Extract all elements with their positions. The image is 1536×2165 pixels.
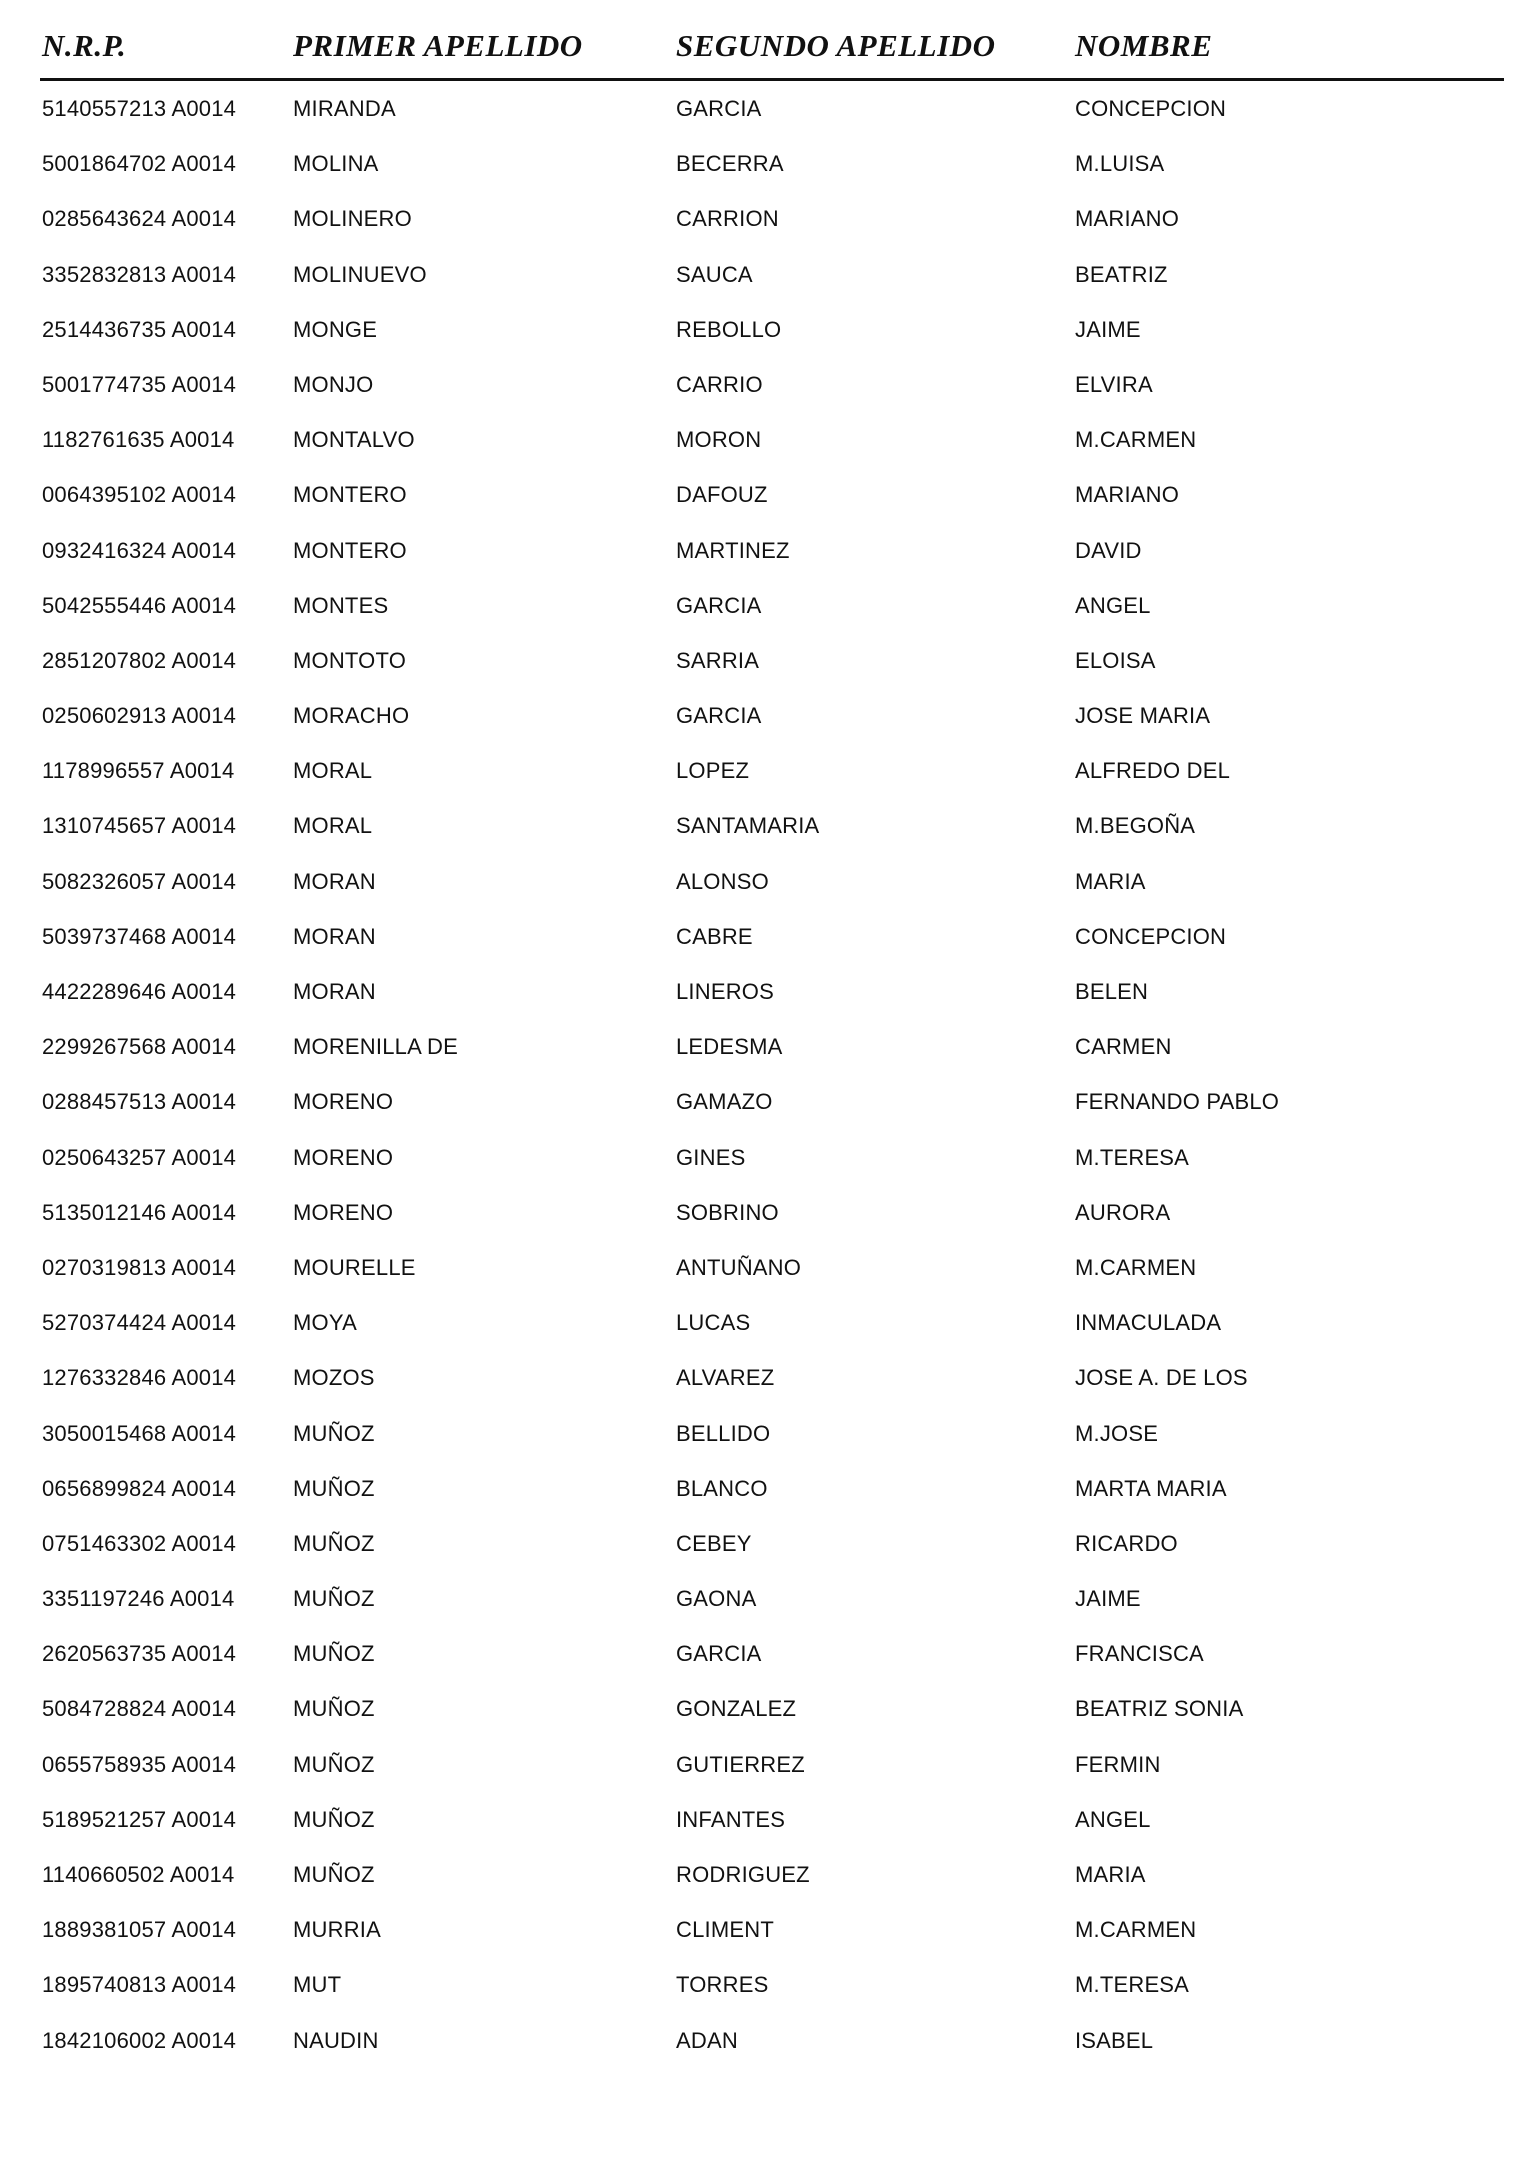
nombre-cell: ELVIRA <box>1075 371 1153 397</box>
segundo-apellido-cell: BECERRA <box>676 151 784 177</box>
nombre-cell: MARIANO <box>1075 206 1180 232</box>
nombre-cell: FERNANDO PABLO <box>1075 1089 1280 1115</box>
table-row <box>0 1137 1536 1192</box>
nombre-cell: M.CARMEN <box>1075 1254 1197 1280</box>
nombre-cell: JOSE MARIA <box>1075 703 1211 729</box>
table-row <box>0 1854 1536 1909</box>
primer-apellido-cell: MUÑOZ <box>293 1751 375 1777</box>
segundo-apellido-cell: REBOLLO <box>676 316 782 342</box>
table-row <box>0 1578 1536 1633</box>
nrp-cell: 5001774735 A0014 <box>42 371 237 397</box>
table-row <box>0 1468 1536 1523</box>
segundo-apellido-cell: GINES <box>676 1144 746 1170</box>
primer-apellido-cell: MUÑOZ <box>293 1862 375 1887</box>
nrp-cell: 2851207802 A0014 <box>42 647 237 673</box>
table-row <box>0 1633 1536 1688</box>
primer-apellido-cell: MONGE <box>293 316 378 342</box>
primer-apellido-cell: MUÑOZ <box>293 1530 375 1556</box>
table-row <box>0 1247 1536 1302</box>
nrp-cell: 3050015468 A0014 <box>42 1420 237 1446</box>
table-row <box>0 1523 1536 1578</box>
nombre-cell: ANGEL <box>1075 592 1151 618</box>
nrp-cell: 0288457513 A0014 <box>42 1089 237 1115</box>
primer-apellido-cell: MORACHO <box>293 703 410 729</box>
nombre-cell: BEATRIZ <box>1075 261 1168 287</box>
nombre-cell: MARIA <box>1075 1862 1146 1887</box>
table-body <box>0 88 1536 2075</box>
primer-apellido-cell: MORENO <box>293 1144 394 1170</box>
header-segundo-apellido: SEGUNDO APELLIDO <box>676 28 996 63</box>
nombre-cell: ANGEL <box>1075 1806 1151 1832</box>
segundo-apellido-cell: GARCIA <box>676 1641 762 1667</box>
nrp-cell: 5189521257 A0014 <box>42 1806 237 1832</box>
table-row <box>0 254 1536 309</box>
header-nrp: N.R.P. <box>42 28 127 63</box>
table-row <box>0 585 1536 640</box>
primer-apellido-cell: MUÑOZ <box>293 1696 375 1722</box>
primer-apellido-cell: MUÑOZ <box>293 1586 375 1612</box>
nrp-cell: 3352832813 A0014 <box>42 261 237 287</box>
nrp-cell: 5082326057 A0014 <box>42 868 237 894</box>
nombre-cell: BEATRIZ SONIA <box>1075 1696 1244 1722</box>
nrp-cell: 1310745657 A0014 <box>42 813 237 839</box>
primer-apellido-cell: MORENO <box>293 1089 394 1115</box>
table-row <box>0 1302 1536 1357</box>
primer-apellido-cell: MORAN <box>293 923 376 949</box>
nrp-cell: 5042555446 A0014 <box>42 592 237 618</box>
nrp-cell: 0064395102 A0014 <box>42 482 237 508</box>
segundo-apellido-cell: GONZALEZ <box>676 1696 797 1722</box>
segundo-apellido-cell: DAFOUZ <box>676 482 768 508</box>
nrp-cell: 1182761635 A0014 <box>42 427 235 453</box>
primer-apellido-cell: MONTALVO <box>293 427 415 453</box>
nombre-cell: FERMIN <box>1075 1751 1161 1777</box>
segundo-apellido-cell: SOBRINO <box>676 1199 779 1225</box>
primer-apellido-cell: MUÑOZ <box>293 1806 375 1832</box>
table-row <box>0 640 1536 695</box>
nombre-cell: CONCEPCION <box>1075 96 1227 121</box>
segundo-apellido-cell: BLANCO <box>676 1475 768 1501</box>
table-row <box>0 1744 1536 1799</box>
nombre-cell: M.CARMEN <box>1075 427 1197 453</box>
table-row <box>0 1026 1536 1081</box>
primer-apellido-cell: MIRANDA <box>293 96 396 121</box>
nrp-cell: 1178996557 A0014 <box>42 758 235 784</box>
segundo-apellido-cell: SARRIA <box>676 647 760 673</box>
nrp-cell: 1842106002 A0014 <box>42 2027 237 2053</box>
primer-apellido-cell: MUÑOZ <box>293 1475 375 1501</box>
nombre-cell: M.JOSE <box>1075 1420 1159 1446</box>
nrp-cell: 4422289646 A0014 <box>42 979 237 1004</box>
nrp-cell: 0656899824 A0014 <box>42 1475 237 1501</box>
primer-apellido-cell: MONTERO <box>293 537 407 563</box>
table-row <box>0 695 1536 750</box>
table-row <box>0 1357 1536 1412</box>
nrp-cell: 0250602913 A0014 <box>42 703 237 729</box>
primer-apellido-cell: MOURELLE <box>293 1254 416 1280</box>
nombre-cell: AURORA <box>1075 1199 1171 1225</box>
nombre-cell: MARIA <box>1075 868 1146 894</box>
table-row <box>0 1081 1536 1136</box>
primer-apellido-cell: MONTES <box>293 592 389 618</box>
nrp-cell: 5270374424 A0014 <box>42 1310 237 1336</box>
segundo-apellido-cell: CLIMENT <box>676 1917 774 1943</box>
primer-apellido-cell: MONTERO <box>293 482 407 508</box>
nombre-cell: JOSE A. DE LOS <box>1075 1365 1248 1391</box>
nrp-cell: 1276332846 A0014 <box>42 1365 237 1391</box>
nrp-cell: 2620563735 A0014 <box>42 1641 237 1667</box>
table-row <box>0 1799 1536 1854</box>
nrp-cell: 0285643624 A0014 <box>42 206 237 232</box>
primer-apellido-cell: MUT <box>293 1972 342 1998</box>
primer-apellido-cell: NAUDIN <box>293 2027 379 2053</box>
segundo-apellido-cell: LUCAS <box>676 1310 751 1336</box>
primer-apellido-cell: MORAL <box>293 813 373 839</box>
nombre-cell: ELOISA <box>1075 647 1156 673</box>
primer-apellido-cell: MURRIA <box>293 1917 381 1943</box>
nombre-cell: DAVID <box>1075 537 1142 563</box>
header-primer-apellido: PRIMER APELLIDO <box>293 28 583 63</box>
table-row <box>0 1413 1536 1468</box>
nombre-cell: BELEN <box>1075 979 1149 1004</box>
nombre-cell: RICARDO <box>1075 1530 1178 1556</box>
primer-apellido-cell: MONJO <box>293 371 374 397</box>
nrp-cell: 0250643257 A0014 <box>42 1144 237 1170</box>
nombre-cell: MARTA MARIA <box>1075 1475 1227 1501</box>
nombre-cell: ISABEL <box>1075 2027 1154 2053</box>
nrp-cell: 0751463302 A0014 <box>42 1530 237 1556</box>
segundo-apellido-cell: SAUCA <box>676 261 753 287</box>
nombre-cell: JAIME <box>1075 316 1141 342</box>
segundo-apellido-cell: MORON <box>676 427 762 453</box>
nrp-cell: 5135012146 A0014 <box>42 1199 237 1225</box>
table-row <box>0 2020 1536 2075</box>
nrp-cell: 5001864702 A0014 <box>42 151 237 177</box>
primer-apellido-cell: MORAN <box>293 979 376 1004</box>
nrp-cell: 5039737468 A0014 <box>42 923 237 949</box>
nrp-cell: 2299267568 A0014 <box>42 1034 237 1060</box>
segundo-apellido-cell: GARCIA <box>676 592 762 618</box>
table-row <box>0 474 1536 529</box>
table-row <box>0 805 1536 860</box>
table-row <box>0 1909 1536 1964</box>
table-row <box>0 309 1536 364</box>
primer-apellido-cell: MORAN <box>293 868 376 894</box>
header-nombre: NOMBRE <box>1075 28 1213 63</box>
segundo-apellido-cell: ALVAREZ <box>676 1365 775 1391</box>
primer-apellido-cell: MOLINERO <box>293 206 412 232</box>
table-row <box>0 419 1536 474</box>
segundo-apellido-cell: BELLIDO <box>676 1420 771 1446</box>
segundo-apellido-cell: ADAN <box>676 2027 738 2053</box>
segundo-apellido-cell: CEBEY <box>676 1530 752 1556</box>
nombre-cell: MARIANO <box>1075 482 1180 508</box>
table-row <box>0 530 1536 585</box>
nombre-cell: INMACULADA <box>1075 1310 1222 1336</box>
nombre-cell: M.TERESA <box>1075 1144 1190 1170</box>
nrp-cell: 5140557213 A0014 <box>42 96 237 121</box>
table-row <box>0 971 1536 1026</box>
nombre-cell: CARMEN <box>1075 1034 1172 1060</box>
primer-apellido-cell: MUÑOZ <box>293 1420 375 1446</box>
nombre-cell: CONCEPCION <box>1075 923 1227 949</box>
table-row <box>0 916 1536 971</box>
primer-apellido-cell: MORAL <box>293 758 373 784</box>
primer-apellido-cell: MOLINA <box>293 151 379 177</box>
nombre-cell: FRANCISCA <box>1075 1641 1204 1667</box>
table-row <box>0 750 1536 805</box>
segundo-apellido-cell: GARCIA <box>676 96 762 121</box>
nrp-cell: 0655758935 A0014 <box>42 1751 237 1777</box>
primer-apellido-cell: MORENILLA DE <box>293 1034 459 1060</box>
segundo-apellido-cell: TORRES <box>676 1972 769 1998</box>
segundo-apellido-cell: CABRE <box>676 923 753 949</box>
primer-apellido-cell: MUÑOZ <box>293 1641 375 1667</box>
segundo-apellido-cell: GUTIERREZ <box>676 1751 805 1777</box>
segundo-apellido-cell: CARRIO <box>676 371 763 397</box>
table-row <box>0 1192 1536 1247</box>
segundo-apellido-cell: GARCIA <box>676 703 762 729</box>
segundo-apellido-cell: SANTAMARIA <box>676 813 820 839</box>
segundo-apellido-cell: MARTINEZ <box>676 537 790 563</box>
primer-apellido-cell: MOZOS <box>293 1365 375 1391</box>
table-row <box>0 364 1536 419</box>
table-row <box>0 88 1536 143</box>
primer-apellido-cell: MOYA <box>293 1310 357 1336</box>
nrp-cell: 0932416324 A0014 <box>42 537 237 563</box>
nrp-cell: 2514436735 A0014 <box>42 316 237 342</box>
nombre-cell: JAIME <box>1075 1586 1141 1612</box>
segundo-apellido-cell: ALONSO <box>676 868 769 894</box>
segundo-apellido-cell: LEDESMA <box>676 1034 783 1060</box>
nrp-cell: 1140660502 A0014 <box>42 1862 235 1887</box>
segundo-apellido-cell: LINEROS <box>676 979 774 1004</box>
segundo-apellido-cell: INFANTES <box>676 1806 786 1832</box>
nombre-cell: ALFREDO DEL <box>1075 758 1231 784</box>
nrp-cell: 5084728824 A0014 <box>42 1696 237 1722</box>
header-rule <box>40 78 1504 81</box>
table-row <box>0 143 1536 198</box>
table-header <box>42 28 1502 76</box>
table-row <box>0 1964 1536 2019</box>
segundo-apellido-cell: GAMAZO <box>676 1089 773 1115</box>
nombre-cell: M.LUISA <box>1075 151 1165 177</box>
nrp-cell: 1889381057 A0014 <box>42 1917 237 1943</box>
segundo-apellido-cell: RODRIGUEZ <box>676 1862 810 1887</box>
segundo-apellido-cell: CARRION <box>676 206 779 232</box>
segundo-apellido-cell: GAONA <box>676 1586 757 1612</box>
nombre-cell: M.BEGOÑA <box>1075 813 1196 839</box>
primer-apellido-cell: MONTOTO <box>293 647 407 673</box>
table-row <box>0 198 1536 253</box>
nombre-cell: M.TERESA <box>1075 1972 1190 1998</box>
nrp-cell: 0270319813 A0014 <box>42 1254 237 1280</box>
segundo-apellido-cell: ANTUÑANO <box>676 1254 802 1280</box>
table-row <box>0 861 1536 916</box>
primer-apellido-cell: MORENO <box>293 1199 394 1225</box>
table-row <box>0 1688 1536 1743</box>
segundo-apellido-cell: LOPEZ <box>676 758 750 784</box>
nombre-cell: M.CARMEN <box>1075 1917 1197 1943</box>
primer-apellido-cell: MOLINUEVO <box>293 261 427 287</box>
nrp-cell: 1895740813 A0014 <box>42 1972 237 1998</box>
nrp-cell: 3351197246 A0014 <box>42 1586 235 1612</box>
